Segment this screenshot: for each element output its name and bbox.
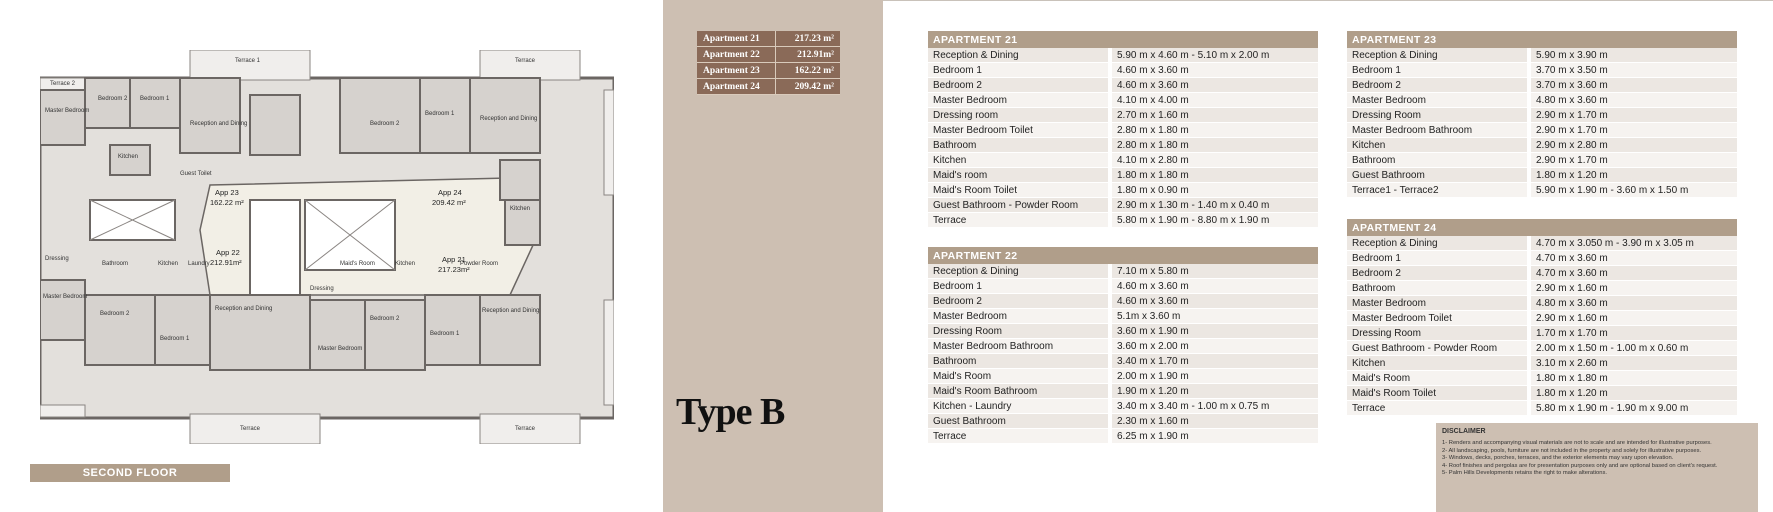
plan-bedroom1-label-b: Bedroom 1 xyxy=(425,111,455,117)
room-name: Dressing Room xyxy=(928,324,1110,339)
table-row xyxy=(928,93,1318,108)
table-row xyxy=(928,369,1318,384)
room-dimensions: 4.10 m x 4.00 m xyxy=(1110,93,1318,108)
plan-app24-area: 209.42 m² xyxy=(432,198,466,207)
plan-reception-label-c: Reception and Dining xyxy=(215,306,273,312)
room-dimensions: 1.80 m x 1.80 m xyxy=(1529,371,1737,386)
apartment-23-table xyxy=(1347,31,1737,198)
room-name: Maid's Room Toilet xyxy=(1347,386,1529,401)
room-dimensions: 5.90 m x 3.90 m xyxy=(1529,48,1737,63)
plan-bedroom1-label-d: Bedroom 1 xyxy=(430,331,460,337)
room-dimensions: 2.70 m x 1.60 m xyxy=(1110,108,1318,123)
room-dimensions: 3.40 m x 3.40 m - 1.00 m x 0.75 m xyxy=(1110,399,1318,414)
floor-plan-page xyxy=(0,0,663,512)
table-row xyxy=(1347,138,1737,153)
table-row xyxy=(928,168,1318,183)
plan-bedroom2-label-b: Bedroom 2 xyxy=(370,121,400,127)
room-dimensions: 2.90 m x 1.70 m xyxy=(1529,153,1737,168)
table-row xyxy=(928,183,1318,198)
disclaimer-line: 2- All landscaping, pools, furniture are not included in the property and solely for illustrative purposes. xyxy=(1442,447,1702,454)
table-row xyxy=(1347,356,1737,371)
table-row xyxy=(1347,153,1737,168)
table-row xyxy=(1347,386,1737,401)
room-dimensions: 2.80 m x 1.80 m xyxy=(1110,138,1318,153)
plan-kitchen-label-right: Kitchen xyxy=(510,206,531,212)
disclaimer-line: 1- Renders and accompanying visual materials are not to scale and are intended for illustrative purposes. xyxy=(1442,440,1712,446)
plan-master-bedroom-label-b: Master Bedroom xyxy=(43,294,88,300)
table-row xyxy=(928,429,1318,444)
table-row xyxy=(1347,168,1737,183)
plan-dressing-label-b: Dressing xyxy=(310,286,334,292)
area-summary-row xyxy=(697,31,840,47)
table-row xyxy=(928,339,1318,354)
room-dimensions: 5.80 m x 1.90 m - 1.90 m x 9.00 m xyxy=(1529,401,1737,416)
room-name: Bathroom xyxy=(1347,281,1529,296)
table-row xyxy=(1347,183,1737,198)
room-dimensions: 5.1m x 3.60 m xyxy=(1110,309,1318,324)
room-dimensions: 6.25 m x 1.90 m xyxy=(1110,429,1318,444)
plan-app23-label: App 23 xyxy=(215,188,239,197)
table-row xyxy=(1347,236,1737,251)
room-name: Maid's Room xyxy=(928,369,1110,384)
disclaimer-line: 4- Roof finishes and pergolas are for presentation purposes only and are optional based on client's request. xyxy=(1442,462,1718,469)
plan-bathroom-label: Bathroom xyxy=(102,261,129,267)
table-row xyxy=(928,294,1318,309)
table-row xyxy=(928,63,1318,78)
plan-kitchen-label-d: Kitchen xyxy=(395,261,416,267)
room-dimensions: 4.70 m x 3.60 m xyxy=(1529,251,1737,266)
area-summary-table xyxy=(697,31,840,95)
room-name: Terrace xyxy=(928,213,1110,228)
room-dimensions: 2.90 m x 2.80 m xyxy=(1529,138,1737,153)
plan-reception-label-d: Reception and Dining xyxy=(482,308,540,314)
plan-app21-area: 217.23m² xyxy=(438,265,470,274)
room-name: Terrace xyxy=(928,429,1110,444)
room-dimensions: 2.80 m x 1.80 m xyxy=(1110,123,1318,138)
table-row xyxy=(928,309,1318,324)
table-row xyxy=(928,48,1318,63)
table-row xyxy=(928,123,1318,138)
room-dimensions: 3.70 m x 3.60 m xyxy=(1529,78,1737,93)
table-row xyxy=(1347,108,1737,123)
plan-laundry-label: Laundry xyxy=(188,261,210,267)
table-row xyxy=(928,414,1318,429)
room-name: Dressing room xyxy=(928,108,1110,123)
disclaimer-line: 5- Palm Hills Developments retains the right to make alterations. xyxy=(1442,470,1607,476)
plan-terrace2-label: Terrace 2 xyxy=(50,81,76,87)
room-dimensions: 2.00 m x 1.50 m - 1.00 m x 0.60 m xyxy=(1529,341,1737,356)
room-dimensions: 5.80 m x 1.90 m - 8.80 m x 1.90 m xyxy=(1110,213,1318,228)
plan-bedroom2-label-c: Bedroom 2 xyxy=(100,311,130,317)
room-name: Maid's Room Toilet xyxy=(928,183,1110,198)
table-row xyxy=(928,324,1318,339)
plan-reception-label-b: Reception and Dining xyxy=(480,116,538,122)
apartment-24-table xyxy=(1347,219,1737,416)
room-dimensions: 4.10 m x 2.80 m xyxy=(1110,153,1318,168)
table-row xyxy=(928,198,1318,213)
room-dimensions: 4.70 m x 3.050 m - 3.90 m x 3.05 m xyxy=(1529,236,1737,251)
room-dimensions: 5.90 m x 4.60 m - 5.10 m x 2.00 m xyxy=(1110,48,1318,63)
room-name: Dressing Room xyxy=(1347,326,1529,341)
room-dimensions: 2.90 m x 1.30 m - 1.40 m x 0.40 m xyxy=(1110,198,1318,213)
plan-terrace-label-bottom: Terrace xyxy=(240,426,261,432)
apartment-table-title: APARTMENT 23 xyxy=(1347,31,1737,48)
plan-dressing-label: Dressing xyxy=(45,256,69,262)
table-row xyxy=(1347,341,1737,356)
room-dimensions: 4.60 m x 3.60 m xyxy=(1110,78,1318,93)
plan-maids-room-label: Maid's Room xyxy=(340,261,375,267)
plan-app24-label: App 24 xyxy=(438,188,462,197)
room-name: Reception & Dining xyxy=(1347,236,1529,251)
room-name: Dressing Room xyxy=(1347,108,1529,123)
table-row xyxy=(1347,251,1737,266)
table-row xyxy=(1347,371,1737,386)
room-dimensions: 4.60 m x 3.60 m xyxy=(1110,279,1318,294)
plan-master-bedroom-label: Master Bedroom xyxy=(45,108,90,114)
room-dimensions: 2.90 m x 1.60 m xyxy=(1529,281,1737,296)
table-row xyxy=(928,264,1318,279)
table-row xyxy=(1347,93,1737,108)
table-row xyxy=(928,138,1318,153)
apartment-name: Apartment 24 xyxy=(697,79,776,95)
apartment-area: 209.42 m² xyxy=(776,79,841,95)
room-name: Bathroom xyxy=(1347,153,1529,168)
plan-app22-label: App 22 xyxy=(216,248,240,257)
floor-label: SECOND FLOOR xyxy=(30,464,230,482)
plan-bedroom2-label: Bedroom 2 xyxy=(98,96,128,102)
room-name: Maid's Room xyxy=(1347,371,1529,386)
plan-app22-area: 212.91m² xyxy=(210,258,242,267)
room-name: Guest Bathroom xyxy=(1347,168,1529,183)
plan-terrace-label-bottom-right: Terrace xyxy=(515,426,536,432)
apartment-name: Apartment 21 xyxy=(697,31,776,47)
plan-master-bedroom-label-c: Master Bedroom xyxy=(318,346,363,352)
room-name: Bedroom 2 xyxy=(928,294,1110,309)
room-dimensions: 7.10 m x 5.80 m xyxy=(1110,264,1318,279)
room-dimensions: 2.90 m x 1.70 m xyxy=(1529,108,1737,123)
room-dimensions: 1.80 m x 0.90 m xyxy=(1110,183,1318,198)
room-name: Master Bedroom xyxy=(928,93,1110,108)
plan-guest-toilet-label: Guest Toilet xyxy=(180,171,212,177)
room-name: Bedroom 2 xyxy=(1347,78,1529,93)
table-row xyxy=(1347,63,1737,78)
room-name: Master Bedroom xyxy=(928,309,1110,324)
table-row xyxy=(1347,78,1737,93)
apartment-table-title: APARTMENT 21 xyxy=(928,31,1318,48)
table-row xyxy=(928,78,1318,93)
apartment-area: 162.22 m² xyxy=(776,63,841,79)
room-name: Kitchen xyxy=(1347,138,1529,153)
room-dimensions: 4.60 m x 3.60 m xyxy=(1110,294,1318,309)
apartment-name: Apartment 23 xyxy=(697,63,776,79)
room-dimensions: 1.70 m x 1.70 m xyxy=(1529,326,1737,341)
room-name: Guest Bathroom - Powder Room xyxy=(1347,341,1529,356)
room-dimensions: 1.80 m x 1.80 m xyxy=(1110,168,1318,183)
room-name: Terrace1 - Terrace2 xyxy=(1347,183,1529,198)
room-name: Bedroom 2 xyxy=(1347,266,1529,281)
room-dimensions: 1.80 m x 1.20 m xyxy=(1529,386,1737,401)
disclaimer-title: DISCLAIMER xyxy=(1442,428,1486,435)
room-name: Bedroom 1 xyxy=(1347,251,1529,266)
room-name: Reception & Dining xyxy=(928,48,1110,63)
room-name: Master Bedroom xyxy=(1347,93,1529,108)
disclaimer-line: 3- Windows, decks, porches, terraces, and the exterior elements may vary upon elevation. xyxy=(1442,455,1674,461)
room-dimensions: 4.80 m x 3.60 m xyxy=(1529,93,1737,108)
room-name: Master Bedroom Bathroom xyxy=(928,339,1110,354)
plan-kitchen-label-c: Kitchen xyxy=(158,261,179,267)
table-row xyxy=(928,354,1318,369)
plan-app21-label: App 21 xyxy=(442,255,466,264)
room-name: Bedroom 2 xyxy=(928,78,1110,93)
table-row xyxy=(1347,48,1737,63)
plan-reception-label: Reception and Dining xyxy=(190,121,248,127)
plan-app23-area: 162.22 m² xyxy=(210,198,244,207)
room-name: Kitchen xyxy=(1347,356,1529,371)
room-name: Guest Bathroom xyxy=(928,414,1110,429)
room-dimensions: 2.30 m x 1.60 m xyxy=(1110,414,1318,429)
plan-kitchen-label: Kitchen xyxy=(118,154,139,160)
table-row xyxy=(928,153,1318,168)
room-dimensions: 3.40 m x 1.70 m xyxy=(1110,354,1318,369)
table-row xyxy=(1347,123,1737,138)
room-name: Bedroom 1 xyxy=(928,63,1110,78)
room-dimensions: 1.90 m x 1.20 m xyxy=(1110,384,1318,399)
apartment-21-table xyxy=(928,31,1318,228)
room-dimensions: 2.90 m x 1.60 m xyxy=(1529,311,1737,326)
room-name: Master Bedroom Toilet xyxy=(928,123,1110,138)
room-dimensions: 4.60 m x 3.60 m xyxy=(1110,63,1318,78)
room-name: Kitchen - Laundry xyxy=(928,399,1110,414)
room-dimensions: 3.60 m x 2.00 m xyxy=(1110,339,1318,354)
area-summary-row xyxy=(697,63,840,79)
room-name: Bathroom xyxy=(928,354,1110,369)
table-row xyxy=(1347,326,1737,341)
area-summary-row xyxy=(697,79,840,95)
room-dimensions: 2.90 m x 1.70 m xyxy=(1529,123,1737,138)
apartment-table-title: APARTMENT 24 xyxy=(1347,219,1737,236)
room-name: Guest Bathroom - Powder Room xyxy=(928,198,1110,213)
apartment-name: Apartment 22 xyxy=(697,47,776,63)
room-dimensions: 5.90 m x 1.90 m - 3.60 m x 1.50 m xyxy=(1529,183,1737,198)
apartment-22-table xyxy=(928,247,1318,444)
room-name: Bedroom 1 xyxy=(1347,63,1529,78)
room-dimensions: 3.10 m x 2.60 m xyxy=(1529,356,1737,371)
table-row xyxy=(928,399,1318,414)
room-name: Master Bedroom Bathroom xyxy=(1347,123,1529,138)
table-row xyxy=(928,279,1318,294)
room-name: Master Bedroom xyxy=(1347,296,1529,311)
room-dimensions: 4.70 m x 3.60 m xyxy=(1529,266,1737,281)
table-row xyxy=(928,108,1318,123)
plan-bedroom1-label-c: Bedroom 1 xyxy=(160,336,190,342)
apartment-area: 217.23 m² xyxy=(776,31,841,47)
apartment-area: 212.91m² xyxy=(776,47,841,63)
room-name: Terrace xyxy=(1347,401,1529,416)
room-dimensions: 2.00 m x 1.90 m xyxy=(1110,369,1318,384)
type-title: Type B xyxy=(676,391,785,433)
disclaimer-box xyxy=(1436,423,1758,512)
room-name: Maid's Room Bathroom xyxy=(928,384,1110,399)
apartment-table-title: APARTMENT 22 xyxy=(928,247,1318,264)
table-row xyxy=(1347,266,1737,281)
floor-plan xyxy=(40,50,614,444)
table-row xyxy=(928,384,1318,399)
room-dimensions: 1.80 m x 1.20 m xyxy=(1529,168,1737,183)
room-name: Bedroom 1 xyxy=(928,279,1110,294)
room-name: Bathroom xyxy=(928,138,1110,153)
room-name: Reception & Dining xyxy=(928,264,1110,279)
room-name: Reception & Dining xyxy=(1347,48,1529,63)
room-name: Kitchen xyxy=(928,153,1110,168)
table-row xyxy=(1347,311,1737,326)
plan-bedroom1-label: Bedroom 1 xyxy=(140,96,170,102)
room-dimensions: 3.70 m x 3.50 m xyxy=(1529,63,1737,78)
table-row xyxy=(928,213,1318,228)
area-summary-row xyxy=(697,47,840,63)
room-name: Master Bedroom Toilet xyxy=(1347,311,1529,326)
plan-terrace-label-top: Terrace xyxy=(515,58,536,64)
room-dimensions: 3.60 m x 1.90 m xyxy=(1110,324,1318,339)
table-row xyxy=(1347,401,1737,416)
room-name: Maid's room xyxy=(928,168,1110,183)
table-row xyxy=(1347,296,1737,311)
table-row xyxy=(1347,281,1737,296)
plan-powder-room-label: Powder Room xyxy=(460,261,499,267)
plan-bedroom2-label-d: Bedroom 2 xyxy=(370,316,400,322)
plan-terrace1-label: Terrace 1 xyxy=(235,58,261,64)
room-dimensions: 4.80 m x 3.60 m xyxy=(1529,296,1737,311)
